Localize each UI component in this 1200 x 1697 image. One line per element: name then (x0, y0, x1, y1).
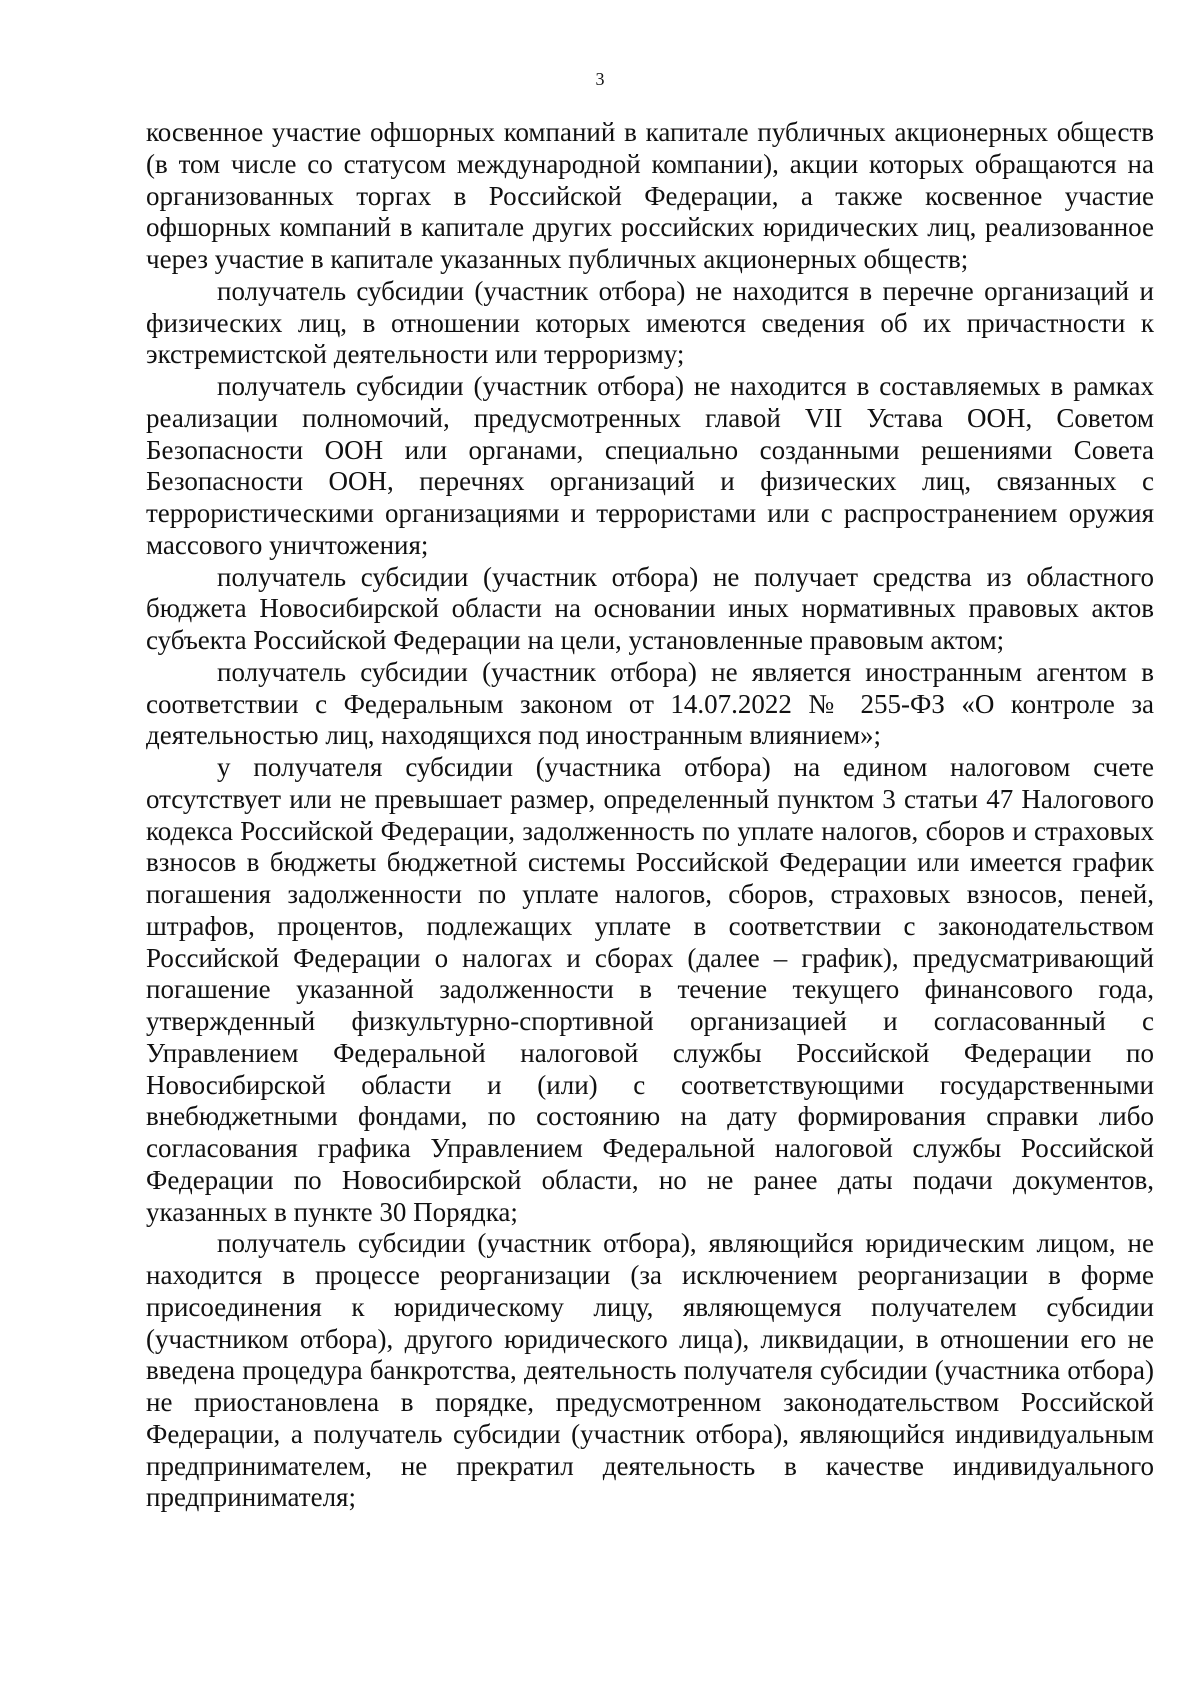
paragraph-tax-debt: у получателя субсидии (участника отбора) на едином налоговом счете отсутствует или не превышает размер, определенный пунктом 3 статьи 47 Налогового кодекса Российской Федерации, задолженность по уплате налогов, сборов и страховых взносов в бюджеты бюджетной системы Российской Федерации или имеется график погашения задолженности по уплате налогов, сборов, страховых взносов, пеней, штрафов, процентов, подлежащих уплате в соответствии с законодательством Российской Федерации о налогах и сборах (далее – график), предусматривающий погашение указанной задолженности в течение текущего финансового года, утвержденный физкультурно-спортивной организацией и согласованный с Управлением Федеральной налоговой службы Российской Федерации по Новосибирской области и (или) с соответствующими государственными внебюджетными фондами, по состоянию на дату формирования справки либо согласования графика Управлением Федеральной налоговой службы Российской Федерации по Новосибирской области, но не ранее даты подачи документов, указанных в пункте 30 Порядка; (146, 752, 1154, 1227)
page-number: 3 (595, 69, 605, 89)
document-body (146, 117, 1154, 1514)
paragraph-extremism-list: получатель субсидии (участник отбора) не находится в перечне организаций и физических лиц, в отношении которых имеются сведения об их причастности к экстремистской деятельности или терроризму; (146, 275, 1154, 370)
paragraph-no-other-regional-funds: получатель субсидии (участник отбора) не получает средства из областного бюджета Новосибирской области на основании иных нормативных правовых актов субъекта Российской Федерации на цели, установленные правовым актом; (146, 561, 1154, 655)
paragraph-reorganization-bankruptcy: получатель субсидии (участник отбора), являющийся юридическим лицом, не находится в процессе реорганизации (за исключением реорганизации в форме присоединения к юридическому лицу, являющемуся получателем субсидии (участником отбора), другого юридического лица), ликвидации, в отношении его не введена процедура банкротства, деятельность получателя субсидии (участника отбора) не приостановлена в порядке, предусмотренном законодательством Российской Федерации, а получатель субсидии (участник отбора), являющийся индивидуальным предпринимателем, не прекратил деятельность в качестве индивидуального предпринимателя; (146, 1228, 1154, 1513)
paragraph-not-foreign-agent: получатель субсидии (участник отбора) не является иностранным агентом в соответствии с Федеральным законом от 14.07.2022 № 255-ФЗ «О контроле за деятельностью лиц, находящихся под иностранным влиянием»; (146, 656, 1154, 751)
paragraph-un-security-council-lists: получатель субсидии (участник отбора) не находится в составляемых в рамках реализации полномочий, предусмотренных главой VII Устава ООН, Советом Безопасности ООН или органами, специально созданными решениями Совета Безопасности ООН, перечнях организаций и физических лиц, связанных с террористическими организациями и террористами или с распространением оружия массового уничтожения; (146, 371, 1154, 560)
paragraph-offshore-participation: косвенное участие офшорных компаний в капитале публичных акционерных обществ (в том числе со статусом международной компании), акции которых обращаются на организованных торгах в Российской Федерации, а также косвенное участие офшорных компаний в капитале других российских юридических лиц, реализованное через участие в капитале указанных публичных акционерных обществ; (146, 117, 1154, 274)
